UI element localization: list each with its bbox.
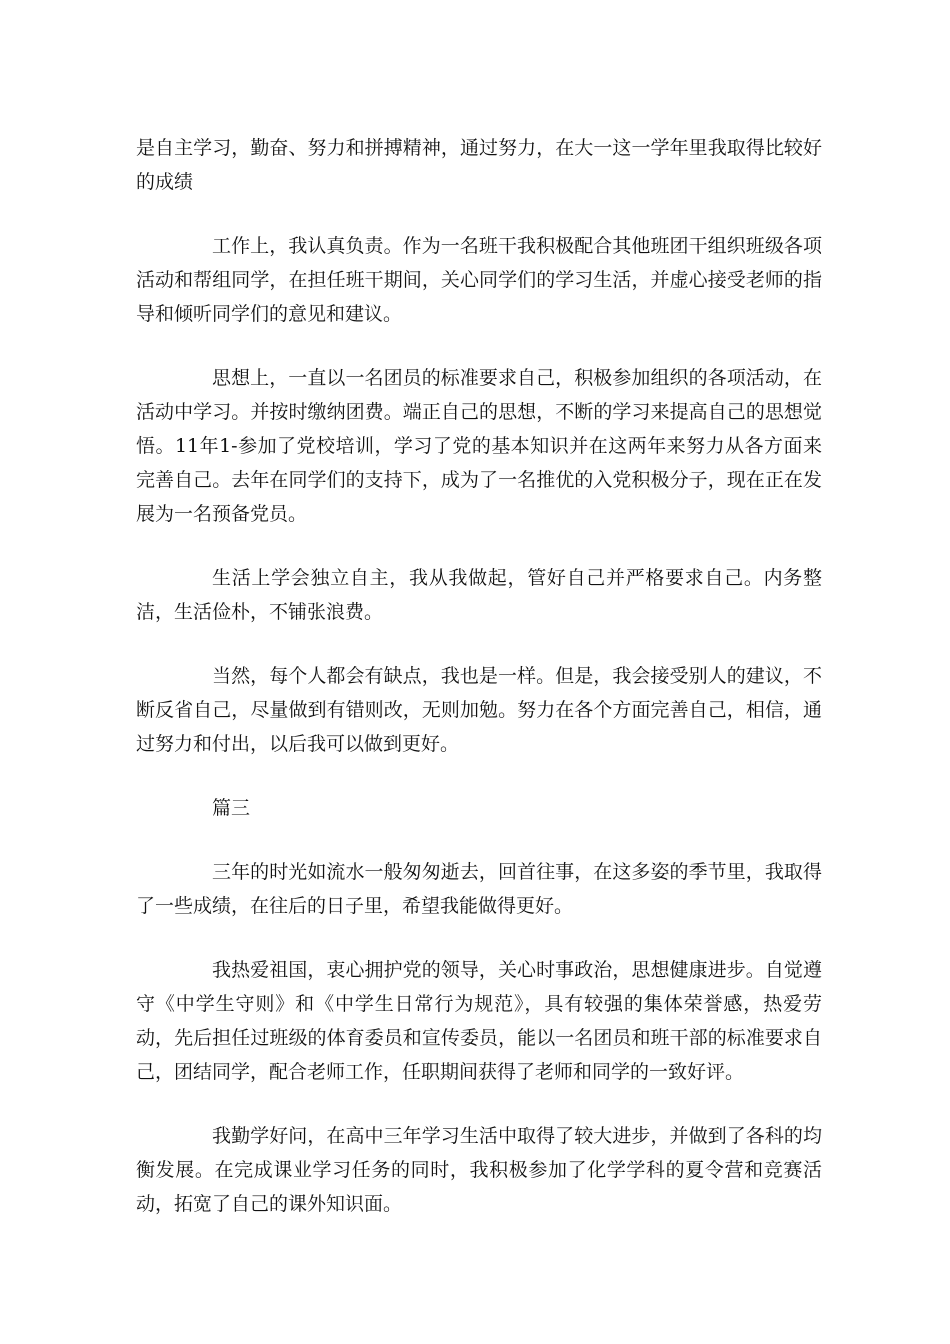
paragraph-intro: 三年的时光如流水一般匆匆逝去，回首往事，在这多姿的季节里，我取得了一些成绩，在往后的日子里，希望我能做得更好。 xyxy=(136,861,822,917)
paragraph-work: 工作上，我认真负责。作为一名班干我积极配合其他班团干组织班级各项活动和帮组同学，在担任班干期间，关心同学们的学习生活，并虚心接受老师的指导和倾听同学们的意见和建议。 xyxy=(136,235,822,325)
paragraph-continuation: 是自主学习，勤奋、努力和拼搏精神，通过努力，在大一这一学年里我取得比较好的成绩 xyxy=(136,137,822,193)
paragraph-thought: 思想上，一直以一名团员的标准要求自己，积极参加组织的各项活动，在活动中学习。并按时缴纳团费。端正自己的思想，不断的学习来提高自己的思想觉悟。11年1-参加了党校培训，学习了党的基本知识并在这两年来努力从各方面来完善自己。去年在同学们的支持下，成为了一名推优的入党积极分子，现在正在发展为一名预备党员。 xyxy=(136,367,822,525)
paragraph-shortcomings: 当然，每个人都会有缺点，我也是一样。但是，我会接受别人的建议，不断反省自己，尽量做到有错则改，无则加勉。努力在各个方面完善自己，相信，通过努力和付出，以后我可以做到更好。 xyxy=(136,665,822,755)
section-heading: 篇三 xyxy=(212,797,251,819)
paragraph-life: 生活上学会独立自主，我从我做起，管好自己并严格要求自己。内务整洁，生活俭朴，不铺张浪费。 xyxy=(136,567,822,623)
paragraph-study: 我勤学好问，在高中三年学习生活中取得了较大进步，并做到了各科的均衡发展。在完成课业学习任务的同时，我积极参加了化学学科的夏令营和竞赛活动，拓宽了自己的课外知识面。 xyxy=(136,1125,822,1215)
document-body xyxy=(136,131,822,1251)
paragraph-patriotism: 我热爱祖国，衷心拥护党的领导，关心时事政治，思想健康进步。自觉遵守《中学生守则》和《中学生日常行为规范》，具有较强的集体荣誉感，热爱劳动，先后担任过班级的体育委员和宣传委员，能以一名团员和班干部的标准要求自己，团结同学，配合老师工作，任职期间获得了老师和同学的一致好评。 xyxy=(136,959,822,1083)
